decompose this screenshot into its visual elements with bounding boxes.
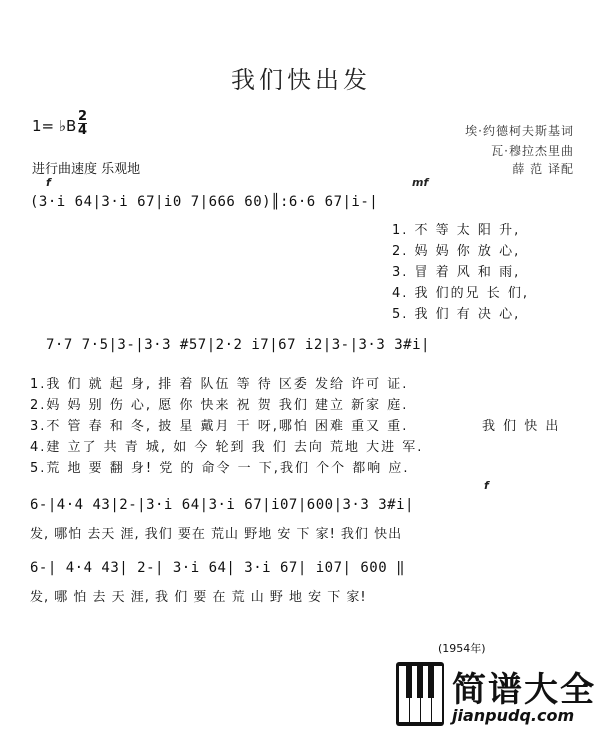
- verse-line-3: 3. 冒 着 风 和 雨,: [392, 265, 521, 280]
- dynamic-verse: mf: [412, 176, 429, 189]
- verse2-line-3: 3.不 管 春 和 冬, 披 星 戴月 干 呀,哪怕 困难 重又 重.: [30, 419, 409, 434]
- watermark-url: jianpudq.com: [452, 706, 575, 725]
- verse-block-2: [30, 374, 423, 479]
- time-signature: [78, 110, 87, 137]
- tempo-marking: 进行曲速度 乐观地: [32, 162, 141, 177]
- watermark-logo: [396, 662, 602, 728]
- credit-translator: 薛 范 译配: [512, 162, 574, 176]
- verse-line-5: 5. 我 们 有 决 心,: [392, 307, 521, 322]
- verse-line-2: 2. 妈 妈 你 放 心,: [392, 244, 521, 259]
- score-line-2: 7·7 7·5|3-|3·3 #57|2·2 i7|67 i2|3-|3·3 3#i|: [46, 337, 430, 353]
- piano-icon: [396, 662, 444, 726]
- watermark-title: 简谱大全: [452, 670, 596, 710]
- credit-composer: 瓦·穆拉杰里曲: [491, 144, 574, 158]
- verse-column: [392, 220, 529, 325]
- verse2-line-5: 5.荒 地 要 翻 身! 党 的 命令 一 下,我们 个个 都响 应.: [30, 461, 410, 476]
- score-line-1: (3·i 64|3·i 67|i0 7|666 60)║:6·6 67|i-|: [30, 194, 379, 210]
- verse-line-1: 1. 不 等 太 阳 升,: [392, 223, 521, 238]
- time-sig-denominator: 4: [78, 123, 88, 138]
- verse2-line-2: 2.妈 妈 别 伤 心, 愿 你 快来 祝 贺 我们 建立 新家 庭.: [30, 398, 409, 413]
- song-title: 我们快出发: [231, 66, 371, 94]
- dynamic-intro: f: [46, 176, 51, 189]
- lyrics-line-3: 发, 哪怕 去天 涯, 我们 要在 荒山 野地 安 下 家! 我们 快出: [30, 527, 403, 542]
- lyrics-line-4: 发, 哪 怕 去 天 涯, 我 们 要 在 荒 山 野 地 安 下 家!: [30, 590, 367, 605]
- verse-tail: 我 们 快 出: [482, 419, 561, 434]
- verse2-line-1: 1.我 们 就 起 身, 排 着 队伍 等 待 区委 发给 许可 证.: [30, 377, 409, 392]
- score-line-4: 6-| 4·4 43| 2-| 3·i 64| 3·i 67| i07| 600 ‖: [30, 560, 406, 576]
- key-signature: 1= ♭B: [32, 117, 77, 135]
- verse2-line-4: 4.建 立了 共 青 城, 如 今 轮到 我 们 去向 荒地 大进 军.: [30, 440, 424, 455]
- dynamic-refrain: f: [484, 479, 489, 492]
- verse-line-4: 4. 我 们的兄 长 们,: [392, 286, 530, 301]
- time-sig-numerator: 2: [78, 109, 88, 124]
- score-line-3: 6-|4·4 43|2-|3·i 64|3·i 67|i07|600|3·3 3#i|: [30, 497, 414, 513]
- composition-year: (1954年): [438, 642, 486, 655]
- credit-lyricist: 埃·约德柯夫斯基词: [465, 124, 574, 138]
